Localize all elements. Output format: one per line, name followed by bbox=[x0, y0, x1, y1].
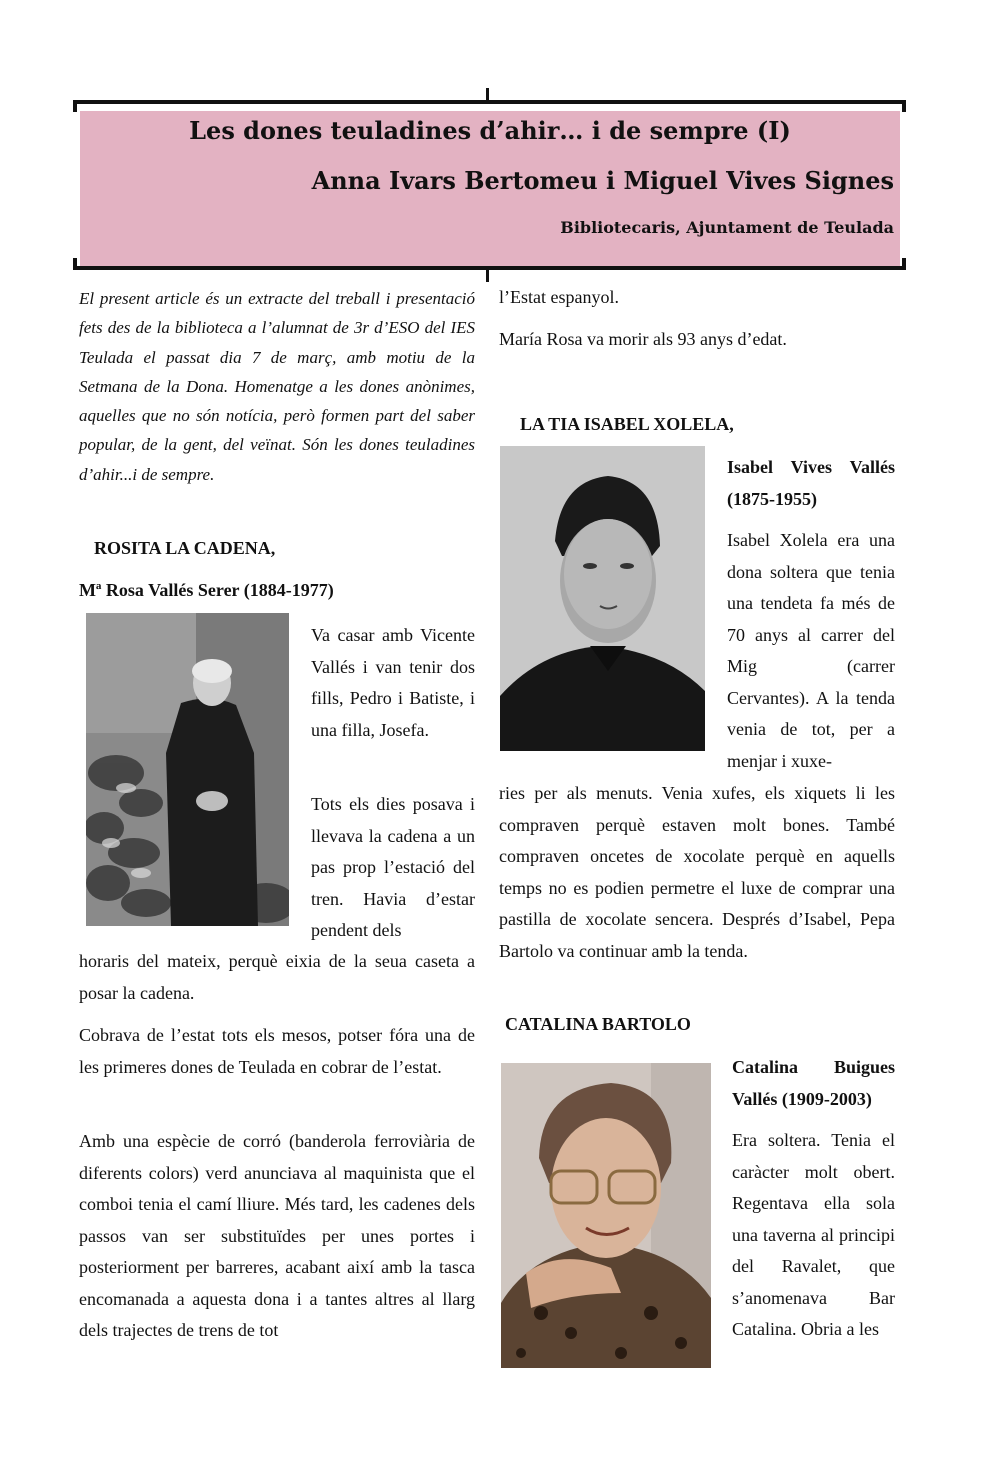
catalina-subheading: Catalina Buigues Vallés (1909-2003) bbox=[732, 1057, 895, 1109]
intro-paragraph: El present article és un extracte del treball i presentació fets des de la biblioteca a l’alumnat de 3r d’ESO del IES Teulada el passat dia 7 de març, amb motiu de la Setmana de la Dona. Homenatge a les dones anònimes, aquelles que no són notícia, però formen part del saber popular, de la gent, del veïnat. Són les dones teuladines d’ahir...i de sempre. bbox=[79, 289, 475, 484]
catalina-heading: CATALINA BARTOLO bbox=[505, 1014, 691, 1034]
header-frame-center-tick-top bbox=[486, 88, 489, 102]
rosita-subheading: Mª Rosa Vallés Serer (1884-1977) bbox=[79, 580, 334, 600]
header-frame-top bbox=[73, 100, 906, 104]
rosita-heading: ROSITA LA CADENA, bbox=[94, 538, 276, 558]
isabel-heading: LA TIA ISABEL XOLELA, bbox=[520, 414, 734, 434]
catalina-p1: Era soltera. Tenia el caràcter molt obert. Regentava ella sola una taverna al principi del Ravalet, que s’anomenava Bar Catalina. Obria a les bbox=[732, 1130, 895, 1339]
isabel-p1b: ries per als menuts. Venia xufes, els xiquets li les compraven perquè estaven molt bones. També compraven oncetes de xocolate perquè en aquells temps no es podien permetre el luxe de comprar una pastilla de xocolate sencera. Després d’Isabel, Pepa Bartolo va continuar amb la tenda. bbox=[499, 783, 895, 961]
rosita-photo bbox=[86, 613, 289, 926]
isabel-p1a: Isabel Xolela era una dona soltera que tenia una tendeta fa més de 70 anys al carrer del Mig (carrer Cervantes). A la tenda venia de tot, per a menjar i xuxe- bbox=[727, 530, 895, 771]
article-title: Les dones teuladines d’ahir… i de sempre (I) bbox=[189, 116, 791, 145]
isabel-subheading: Isabel Vives Vallés (1875-1955) bbox=[727, 457, 895, 509]
header-frame-center-tick-bottom bbox=[486, 268, 489, 282]
header-frame-left-top bbox=[73, 100, 77, 112]
rosita-p6: María Rosa va morir als 93 anys d’edat. bbox=[499, 329, 787, 349]
rosita-p3: Cobrava de l’estat tots els mesos, potser fóra una de les primeres dones de Teulada en cobrar de l’estat. bbox=[79, 1025, 475, 1077]
rosita-p1: Va casar amb Vicente Vallés i van tenir dos fills, Pedro i Batiste, i una filla, Josefa. bbox=[311, 625, 475, 740]
rosita-p2b: horaris del mateix, perquè eixia de la seua caseta a posar la cadena. bbox=[79, 951, 475, 1003]
article-affiliation: Bibliotecaris, Ajuntament de Teulada bbox=[560, 218, 894, 237]
catalina-photo bbox=[501, 1063, 711, 1368]
rosita-p4: Amb una espècie de corró (banderola ferroviària de diferents colors) verd anunciava al maquinista que el comboi tenia el camí lliure. Més tard, les cadenes dels passos van ser substituïdes per unes portes i posteriorment per barreres, acabant així amb la tasca encomanada a aquesta dona i a tantes altres al llarg dels trajectes de trens de tot bbox=[79, 1131, 475, 1340]
article-authors: Anna Ivars Bertomeu i Miguel Vives Signes bbox=[311, 166, 894, 195]
header-frame-right-top bbox=[902, 100, 906, 112]
isabel-photo bbox=[500, 446, 705, 751]
rosita-p2a: Tots els dies posava i llevava la cadena a un pas prop l’estació del tren. Havia d’estar pendent dels bbox=[311, 794, 475, 940]
rosita-p5: l’Estat espanyol. bbox=[499, 287, 619, 307]
header-frame-left-bottom bbox=[73, 258, 77, 270]
header-frame-right-bottom bbox=[902, 258, 906, 270]
header-frame-bottom bbox=[73, 266, 906, 270]
